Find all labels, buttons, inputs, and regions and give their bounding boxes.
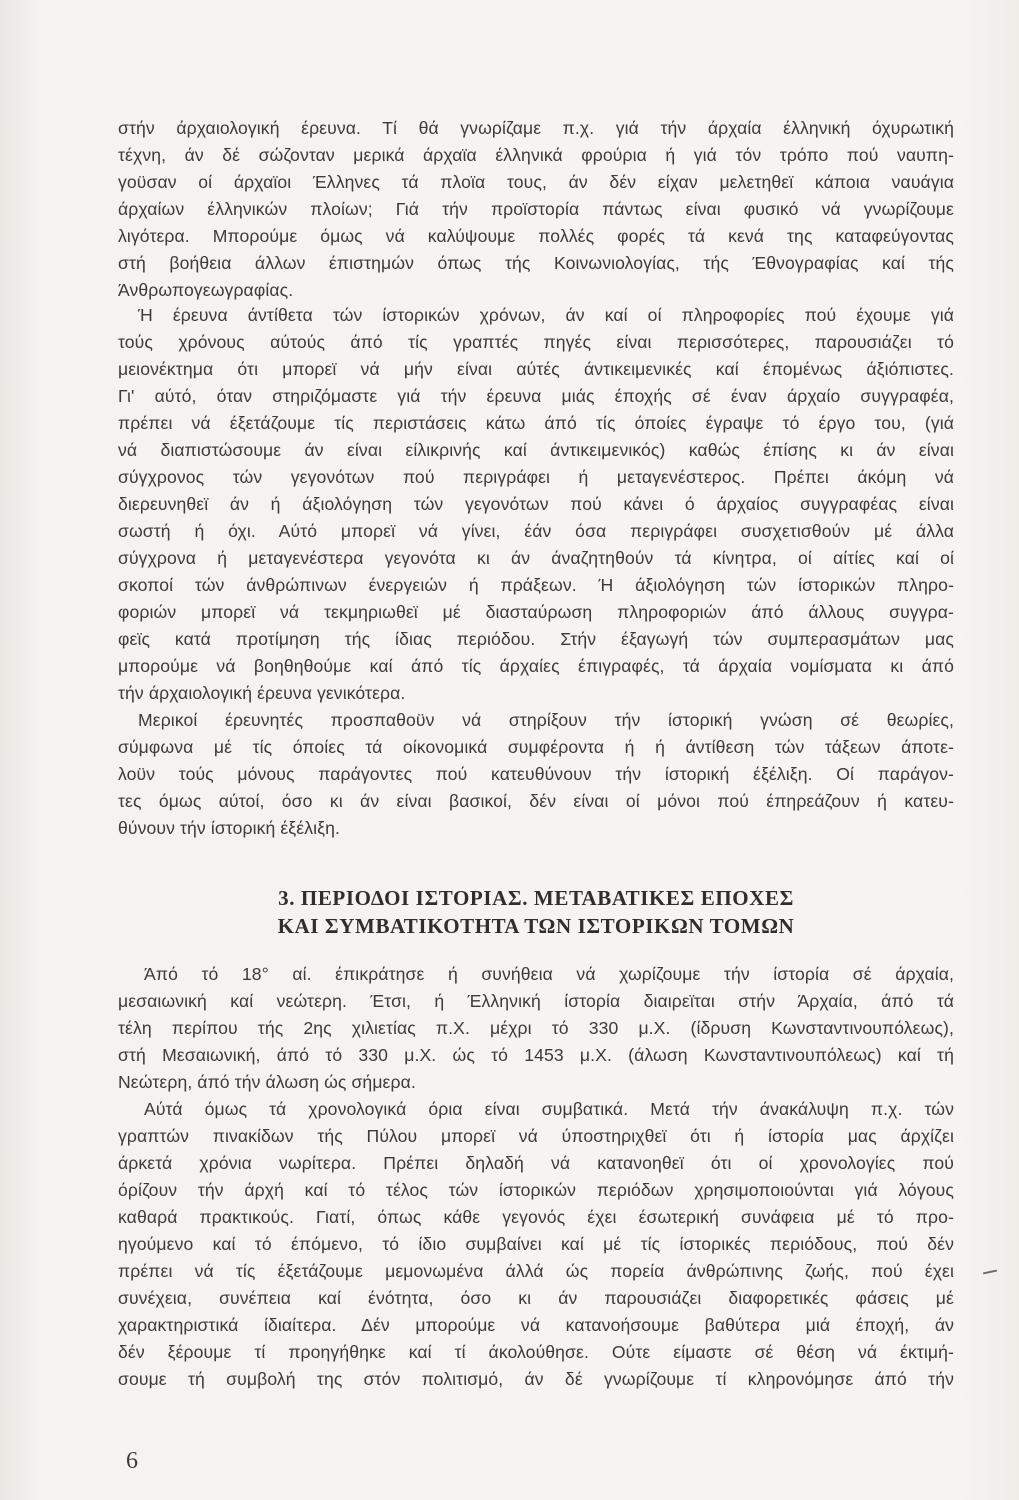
text-line: σουμε τή συμβολή της στόν πολιτισμό, άν δέ γνωρίζουμε τί κληρονόμησε άπό τήν xyxy=(118,1369,954,1389)
section-heading-line-2: ΚΑΙ ΣΥΜΒΑΤΙΚΟΤΗΤΑ ΤΩΝ ΙΣΤΟΡΙΚΩΝ ΤΟΜΩΝ xyxy=(277,914,795,938)
text-line: σύγχρονος τών γεγονότων πού περιγράφει ή μεταγενέστερος. Πρέπει άκόμη νά xyxy=(118,467,954,487)
text-line: Άπό τό 18° αί. έπικράτησε ή συνήθεια νά χωρίζουμε τήν ίστορία σέ άρχαία, xyxy=(144,964,954,984)
text-line: στή βοήθεια άλλων έπιστημών όπως τής Κοινωνιολογίας, τής Έθνογραφίας καί τής xyxy=(118,253,954,273)
margin-mark xyxy=(983,1270,997,1275)
text-line: τούς χρόνους αύτούς άπό τίς γραπτές πηγές είναι περισσότερες, παρουσιάζει τό xyxy=(118,332,954,352)
text-line: μεσαιωνική καί νεώτερη. Έτσι, ή Έλληνική ίστορία διαιρεϊται στήν Άρχαία, άπό τά xyxy=(118,991,954,1011)
text-line: πρέπει νά έξετάζουμε τίς περιστάσεις κάτω άπό τίς όποίες έγραψε τό έργο του, (γιά xyxy=(118,413,954,433)
text-line: χαρακτηριστικά ίδιαίτερα. Δέν μπορούμε νά κατανοήσουμε βαθύτερα μιά έποχή, άν xyxy=(118,1315,954,1335)
text-line: μπορούμε νά βοηθηθούμε καί άπό τίς άρχαίες έπιγραφές, τά άρχαία νομίσματα κι άπό xyxy=(118,656,954,676)
text-line: καθαρά πρακτικούς. Γιατί, όπως κάθε γεγονός έχει έσωτερική συνάφεια μέ τό προ- xyxy=(118,1207,954,1227)
text-line: Μερικοί έρευνητές προσπαθοϋν νά στηρίξουν τήν ίστορική γνώση σέ θεωρίες, xyxy=(138,710,954,730)
text-line: διερευνηθεϊ άν ή άξιολόγηση τών γεγονότων πού κάνει ό άρχαίος συγγραφέας είναι xyxy=(118,494,954,514)
text-line: σύμφωνα μέ τίς όποίες τά οίκονομικά συμφέροντα ή ή άντίθεση τών τάξεων άποτε- xyxy=(118,737,954,757)
text-line: τες όμως αύτοί, όσο κι άν είναι βασικοί, δέν είναι οί μόνοι πού έπηρεάζουν ή κατευ- xyxy=(118,791,954,811)
text-line: πρέπει νά τίς έξετάζουμε μεμονωμένα άλλά ώς πορεία άνθρώπινης ζωής, πού έχει xyxy=(118,1261,954,1281)
text-line: Άνθρωπογεωγραφίας. xyxy=(118,280,294,300)
text-line: στή Μεσαιωνική, άπό τό 330 μ.Χ. ώς τό 1453 μ.Χ. (άλωση Κωνσταντινουπόλεως) καί τή xyxy=(118,1045,954,1065)
text-line: στήν άρχαιολογική έρευνα. Τί θά γνωρίζαμε π.χ. γιά τήν άρχαία έλληνική όχυρωτική xyxy=(118,118,954,138)
text-line: θύνουν τήν ίστορική έξέλιξη. xyxy=(118,818,340,838)
text-line: Ή έρευνα άντίθετα τών ίστορικών χρόνων, άν καί οί πληροφορίες πού έχουμε γιά xyxy=(138,305,954,325)
text-line: ηγούμενο καί τό έπόμενο, τό ίδιο συμβαίνει καί μέ τίς ίστορικές περιόδους, πού δέν xyxy=(118,1234,954,1254)
text-line: Γι' αύτό, όταν στηριζόμαστε γιά τήν έρευνα μιάς έποχής σέ έναν άρχαίο συγγραφέα, xyxy=(118,386,954,406)
text-line: μειονέκτημα ότι μπορεϊ νά μήν είναι αύτές άντικειμενικές καί έπομένως άξιόπιστες. xyxy=(118,359,954,379)
text-line: τέχνη, άν δέ σώζονταν μερικά άρχαϊα έλληνικά φρούρια ή γιά τόν τρόπο πού ναυπη- xyxy=(118,145,954,165)
text-line: γοϋσαν οί άρχαϊοι Έλληνες τά πλοϊα τους, άν δέν είχαν μελετηθεϊ κάποια ναυάγια xyxy=(118,172,954,192)
text-line: Αύτά όμως τά χρονολογικά όρια είναι συμβατικά. Μετά τήν άνακάλυψη π.χ. τών xyxy=(144,1099,954,1119)
text-line: άρκετά χρόνια νωρίτερα. Πρέπει δηλαδή νά κατανοηθεϊ ότι οί χρονολογίες πού xyxy=(118,1153,954,1173)
text-line: τήν άρχαιολογική έρευνα γενικότερα. xyxy=(118,683,406,703)
text-line: όρίζουν τήν άρχή καί τό τέλος τών ίστορικών περιόδων χρησιμοποιούνται γιά λόγους xyxy=(118,1180,954,1200)
text-line: σωστή ή όχι. Αύτό μπορεϊ νά γίνει, έάν όσα περιγράφει συσχετισθούν μέ άλλα xyxy=(118,521,954,541)
page-number: 6 xyxy=(126,1448,138,1474)
text-line: Νεώτερη, άπό τήν άλωση ώς σήμερα. xyxy=(118,1072,416,1092)
text-line: φεϊς κατά προτίμηση τής ίδιας περιόδου. Στήν έξαγωγή τών συμπερασμάτων μας xyxy=(118,629,954,649)
text-line: γραπτών πινακίδων τής Πύλου μπορεϊ νά ύποστηριχθεϊ ότι ή ίστορία μας άρχίζει xyxy=(118,1126,954,1146)
text-line: σύγχρονα ή μεταγενέστερα γεγονότα κι άν άναζητηθούν τά κίνητρα, οί αίτίες καί οί xyxy=(118,548,954,568)
text-line: νά διαπιστώσουμε άν είναι είλικρινής καί άντικειμενικός) καθώς έπίσης κι άν είναι xyxy=(118,440,954,460)
text-line: σκοποί τών άνθρώπινων ένεργειών ή πράξεων. Ή άξιολόγηση τών ίστορικών πληρο- xyxy=(118,575,954,595)
text-line: συνέχεια, συνέπεια καί ένότητα, όσο κι άν παρουσιάζει διαφορετικές φάσεις μέ xyxy=(118,1288,954,1308)
text-line: άρχαίων έλληνικών πλοίων; Γιά τήν προϊστορία πάντως είναι φυσικό νά γνωρίζουμε xyxy=(118,199,954,219)
section-heading-line-1: 3. ΠΕΡΙΟΔΟΙ ΙΣΤΟΡΙΑΣ. ΜΕΤΑΒΑΤΙΚΕΣ ΕΠΟΧΕΣ xyxy=(278,886,794,910)
text-line: φοριών μπορεϊ νά τεκμηριωθεϊ μέ διασταύρωση πληροφοριών άπό άλλους συγγρα- xyxy=(118,602,954,622)
text-line: λιγότερα. Μπορούμε όμως νά καλύψουμε πολλές φορές τά κενά της καταφεύγοντας xyxy=(118,226,954,246)
text-line: τέλη περίπου τής 2ης χιλιετίας π.Χ. μέχρι τό 330 μ.Χ. (ίδρυση Κωνσταντινουπόλεως), xyxy=(118,1018,954,1038)
text-line: δέν ξέρουμε τί προηγήθηκε καί τί άκολούθησε. Ούτε είμαστε σέ θέση νά έκτιμή- xyxy=(118,1342,954,1362)
text-line: λοϋν τούς μόνους παράγοντες πού κατευθύνουν τήν ίστορική έξέλιξη. Οί παράγον- xyxy=(118,764,954,784)
